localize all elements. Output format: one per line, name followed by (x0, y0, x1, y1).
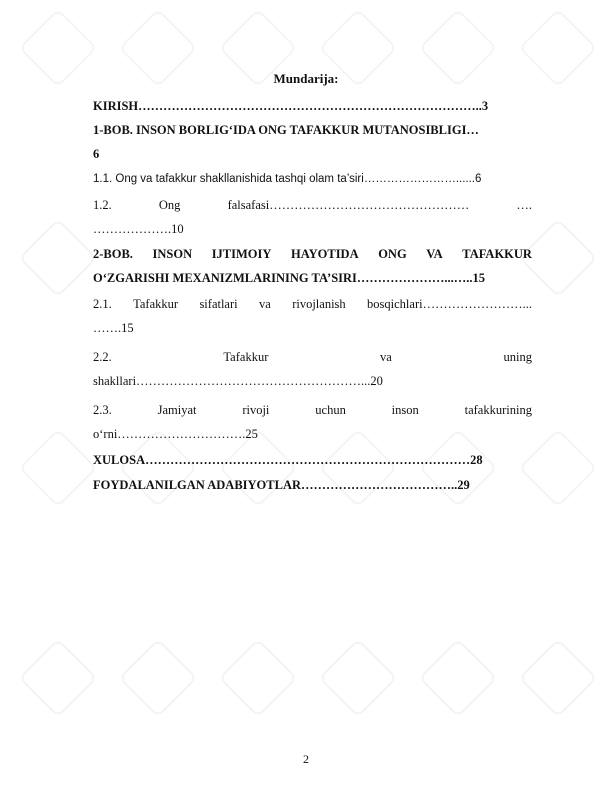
toc-entry-2-3[interactable] (93, 402, 532, 418)
toc-title: Mundarija: (273, 71, 339, 86)
toc-entry-1-1[interactable]: 1.1. Ong va tafakkur shakllanishida tashqi olam ta’siri……………………......6 (93, 173, 482, 185)
watermark-icon (18, 218, 97, 297)
toc-word: 2.1. (93, 297, 112, 311)
toc-entry-bob1[interactable]: 1-BOB. INSON BORLIG‘IDA ONG TAFAKKUR MUTANOSIBLIGI… (93, 123, 479, 137)
toc-word: uning (503, 350, 532, 364)
toc-entry-1-2-cont: ……………….10 (93, 222, 184, 236)
toc-word: sifatlari (199, 297, 238, 311)
toc-entry-kirish[interactable]: KIRISH………………………………………………………………………..3 (93, 99, 489, 113)
toc-word: va (380, 350, 392, 364)
toc-word: 2.2. (93, 350, 112, 364)
toc-word: Ong (158, 198, 181, 212)
toc-word: ONG (378, 247, 407, 261)
toc-entry-2-2[interactable] (93, 349, 532, 365)
watermark-icon (518, 638, 597, 717)
toc-word: TAFAKKUR (462, 247, 532, 261)
watermark-icon (18, 428, 97, 507)
toc-entry-2-1-cont: …….15 (93, 321, 134, 335)
toc-word: INSON (152, 247, 193, 261)
toc-entry-1-2[interactable] (93, 197, 532, 213)
toc-word: IJTIMOIY (211, 247, 272, 261)
toc-word: uchun (315, 403, 346, 417)
watermark-icon (418, 638, 497, 717)
toc-entry-bob1-page: 6 (93, 147, 100, 161)
toc-word: falsafasi………………………………………… (227, 198, 470, 212)
watermark-icon (18, 638, 97, 717)
toc-word: rivoji (242, 403, 270, 417)
toc-word: 2.3. (93, 403, 112, 417)
toc-word: 1.2. (93, 198, 112, 212)
toc-word: tafakkurining (464, 403, 532, 417)
toc-entry-2-3-cont: o‘rni………………………….25 (93, 427, 258, 441)
toc-word: 2-BOB. (93, 247, 133, 261)
watermark-icon (218, 638, 297, 717)
page-number: 2 (303, 752, 309, 766)
watermark-icon (118, 638, 197, 717)
toc-word: Jamiyat (157, 403, 197, 417)
toc-word: inson (391, 403, 419, 417)
toc-word: Tafakkur (133, 297, 179, 311)
toc-word: …. (516, 198, 532, 212)
toc-word: va (259, 297, 271, 311)
toc-word: Tafakkur (223, 350, 269, 364)
toc-word: bosqichlari……………………... (367, 297, 532, 311)
toc-entry-bob2-cont: O‘ZGARISHI MEXANIZMLARINING TA’SIRI…………………...…..15 (93, 271, 486, 285)
toc-entry-xulosa[interactable]: XULOSA……………………………………………………………………28 (93, 453, 483, 467)
toc-word: HAYOTIDA (291, 247, 359, 261)
toc-entry-bob2[interactable] (93, 246, 532, 262)
toc-entry-adabiyotlar[interactable]: FOYDALANILGAN ADABIYOTLAR………………………………..29 (93, 478, 470, 492)
toc-entry-2-2-cont: shakllari………………………………………………...20 (93, 374, 383, 388)
toc-word: VA (426, 247, 443, 261)
toc-entry-2-1[interactable] (93, 296, 532, 312)
toc-word: rivojlanish (292, 297, 346, 311)
watermark-icon (318, 638, 397, 717)
